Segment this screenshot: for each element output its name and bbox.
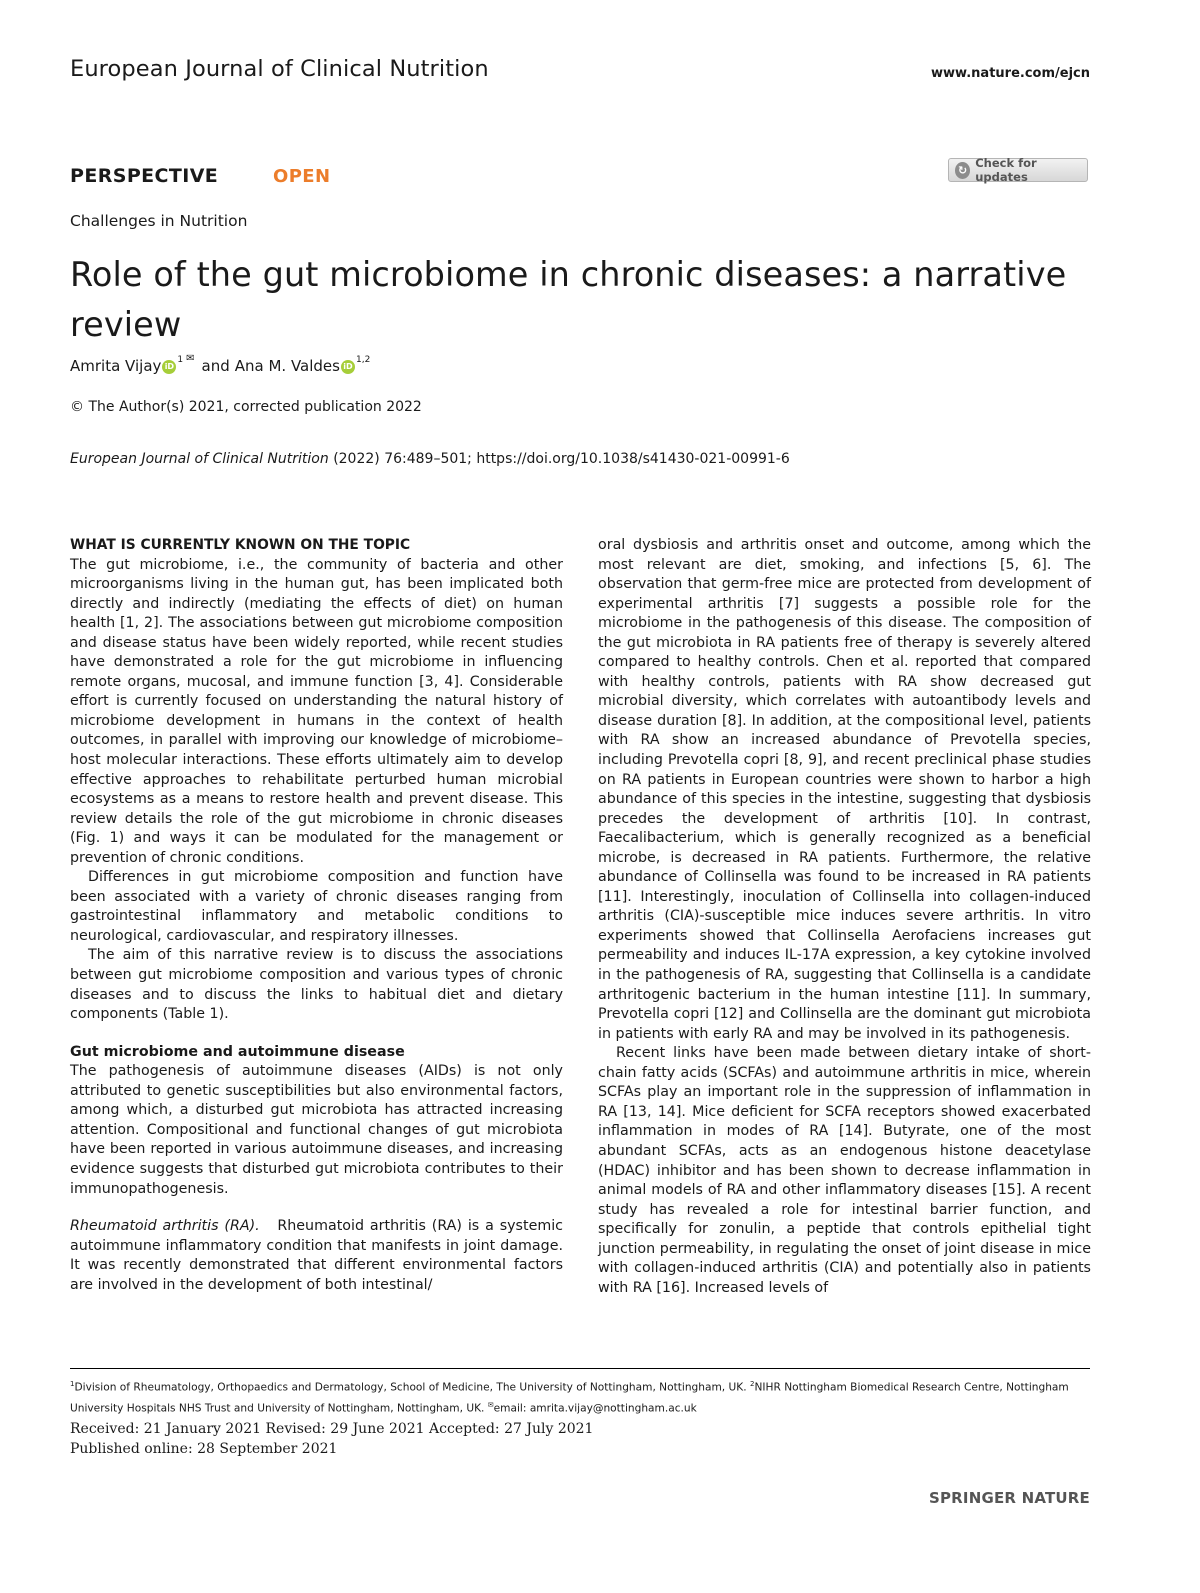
email-prefix: email: (493, 1402, 527, 1415)
orcid-icon[interactable]: iD (341, 360, 355, 374)
journal-name: European Journal of Clinical Nutrition (70, 56, 489, 82)
body-paragraph: The gut microbiome, i.e., the community of bacteria and other microorganisms living in the human gut, has been implicated both directly and indirectly (mediating the effects of diet) on human health [1, 2]. The associations between gut microbiome composition and disease status have been widely reported, while recent studies have demonstrated a role for the gut microbiome in influencing remote organs, mucosal, and immune function [3, 4]. Considerable effort is currently focused on understanding the natural history of microbiome development in humans in the context of health outcomes, in parallel with improving our knowledge of microbiome–host molecular interactions. These efforts ultimately aim to develop effective approaches to rehabilitate perturbed human microbial ecosystems as a means to restore health and prevent disease. This review details the role of the gut microbiome in chronic diseases (Fig. 1) and ways it can be modulated for the management or prevention of chronic conditions. (70, 556, 563, 866)
article-title: Role of the gut microbiome in chronic diseases: a narrative review (70, 255, 1067, 344)
footnote-divider (70, 1368, 1090, 1369)
body-paragraph: The aim of this narrative review is to discuss the associations between gut microbiome composition and various types of chronic diseases and to discuss the links to habitual diet and dietary components (Table 1). (70, 947, 563, 1023)
affiliation-marker: 1 (177, 355, 184, 365)
body-paragraph: The pathogenesis of autoimmune diseases (AIDs) is not only attributed to genetic susceptibilities but also environmental factors, among which, a disturbed gut microbiota has attracted increasing attention. Compositional and functional changes of gut microbiota have been reported in various autoimmune diseases, and increasing evidence suggests that disturbed gut microbiota contributes to their immunopathogenesis. (70, 1063, 563, 1197)
paragraph-text: Rheumatoid arthritis (RA) is a systemic autoimmune inflammatory condition that manifests in joint damage. It was recently demonstrated that different environmental factors are involved in the development of both intestinal/ (70, 1218, 564, 1293)
publication-dates (70, 1419, 593, 1459)
email-icon[interactable]: ✉ (186, 353, 195, 364)
check-updates-icon: ↻ (955, 162, 970, 179)
check-for-updates-button[interactable] (948, 158, 1088, 182)
paragraph-lead-in: Rheumatoid arthritis (RA). (70, 1218, 260, 1235)
orcid-icon[interactable]: iD (162, 360, 176, 374)
body-paragraph: Recent links have been made between dietary intake of short-chain fatty acids (SCFAs) and autoimmune arthritis in mice, wherein SCFAs play an important role in the suppression of inflammation in RA [13, 14]. Mice deficient for SCFA receptors showed exacerbated inflammation in modes of RA [14]. Butyrate, one of the most abundant SCFAs, acts as an endogenous histone deacetylase (HDAC) inhibitor and has been shown to decrease inflammation in animal models of RA and other inflammatory diseases [15]. A recent study has revealed a role for intestinal barrier function, and specifically for zonulin, a peptide that controls epithelial tight junction permeability, in regulating the onset of joint disease in mice with collagen-induced arthritis (CIA) and potentially also in patients with RA [16]. Increased levels of (598, 1045, 1091, 1296)
email-icon: ✉ (487, 1401, 494, 1410)
body-paragraph (70, 1217, 563, 1295)
affiliation-2: NIHR Nottingham Biomedical Research Centre, Nottingham University Hospitals NHS Trust and University of Nottingham, Nottingham, UK. (70, 1381, 1069, 1415)
section-heading: WHAT IS CURRENTLY KNOWN ON THE TOPIC (70, 537, 411, 553)
published-online: Published online: 28 September 2021 (70, 1441, 338, 1457)
author-list (70, 353, 373, 375)
journal-url-link[interactable]: www.nature.com/ejcn (931, 66, 1090, 81)
body-paragraph: Differences in gut microbiome composition and function have been associated with a variety of chronic diseases ranging from gastrointestinal inflammatory and metabolic conditions to neurological, cardiovascular, and respiratory illnesses. (70, 869, 563, 944)
open-access-badge: OPEN (273, 166, 331, 187)
body-column-left (70, 536, 563, 1295)
author-email-link[interactable]: amrita.vijay@nottingham.ac.uk (529, 1402, 697, 1415)
citation-journal: European Journal of Clinical Nutrition (70, 451, 329, 467)
received-revised-accepted: Received: 21 January 2021 Revised: 29 June 2021 Accepted: 27 July 2021 (70, 1421, 594, 1437)
copyright-notice: © The Author(s) 2021, corrected publication 2022 (70, 399, 422, 415)
article-type-label: PERSPECTIVE (70, 165, 219, 187)
affiliation-1: Division of Rheumatology, Orthopaedics and Dermatology, School of Medicine, The University of Nottingham, Nottingham, UK. (74, 1381, 747, 1394)
subject-category: Challenges in Nutrition (70, 212, 248, 230)
affiliations-footnote: $^1$Division of Rheumatology, Orthopaedics and Dermatology, School of Medicine, The University of Nottingham, Nottingham, UK. $^2$NIHR Nottingham Biomedical Research Centre, Nottingham University Hospitals NHS Trust and University of Nottingham, Nottingham, UK. ✉email: amrita.vijay@nottingham.ac.uk (70, 1380, 1069, 1415)
author-joiner: and (201, 357, 230, 375)
body-paragraph: oral dysbiosis and arthritis onset and outcome, among which the most relevant are diet, smoking, and infections [5, 6]. The observation that germ-free mice are protected from development of experimental arthritis [7] suggests a possible role for the microbiome in the pathogenesis of this disease. The composition of the gut microbiota in RA patients free of therapy is severely altered compared to healthy controls. Chen et al. reported that compared with healthy controls, patients with RA show decreased gut microbial diversity, which correlates with autoantibody levels and disease duration [8]. In addition, at the compositional level, patients with RA show an increased abundance of Prevotella species, including Prevotella copri [8, 9], and recent preclinical phase studies on RA patients in European countries were shown to harbor a high abundance of this species in the intestine, suggesting that dysbiosis precedes the development of arthritis [10]. In contrast, Faecalibacterium, which is generally recognized as a beneficial microbe, is decreased in RA patients. Furthermore, the relative abundance of Collinsella was found to be increased in RA patients [11]. Interestingly, inoculation of Collinsella into collagen-induced arthritis (CIA)-susceptible mice induces severe arthritis. In vitro experiments showed that Collinsella Aerofaciens increases gut permeability and induces IL-17A expression, a key cytokine involved in the pathogenesis of RA, suggesting that Collinsella is a candidate arthritogenic bacterium in the human intestine [11]. In summary, Prevotella copri [12] and Collinsella are the dominant gut microbiota in patients with early RA and may be involved in its pathogenesis. (598, 537, 1091, 1042)
author-name[interactable]: Ana M. Valdes (234, 357, 340, 375)
author-name[interactable]: Amrita Vijay (70, 357, 162, 375)
publisher-logo: SPRINGER NATURE (928, 1489, 1090, 1507)
citation-line (70, 451, 790, 467)
subsection-heading: Gut microbiome and autoimmune disease (70, 1043, 405, 1060)
citation-details[interactable]: (2022) 76:489–501; https://doi.org/10.1038/s41430-021-00991-6 (333, 451, 790, 467)
check-updates-label: Check for updates (975, 156, 1037, 184)
body-column-right (598, 536, 1091, 1298)
affiliation-marker: 1,2 (355, 355, 371, 365)
